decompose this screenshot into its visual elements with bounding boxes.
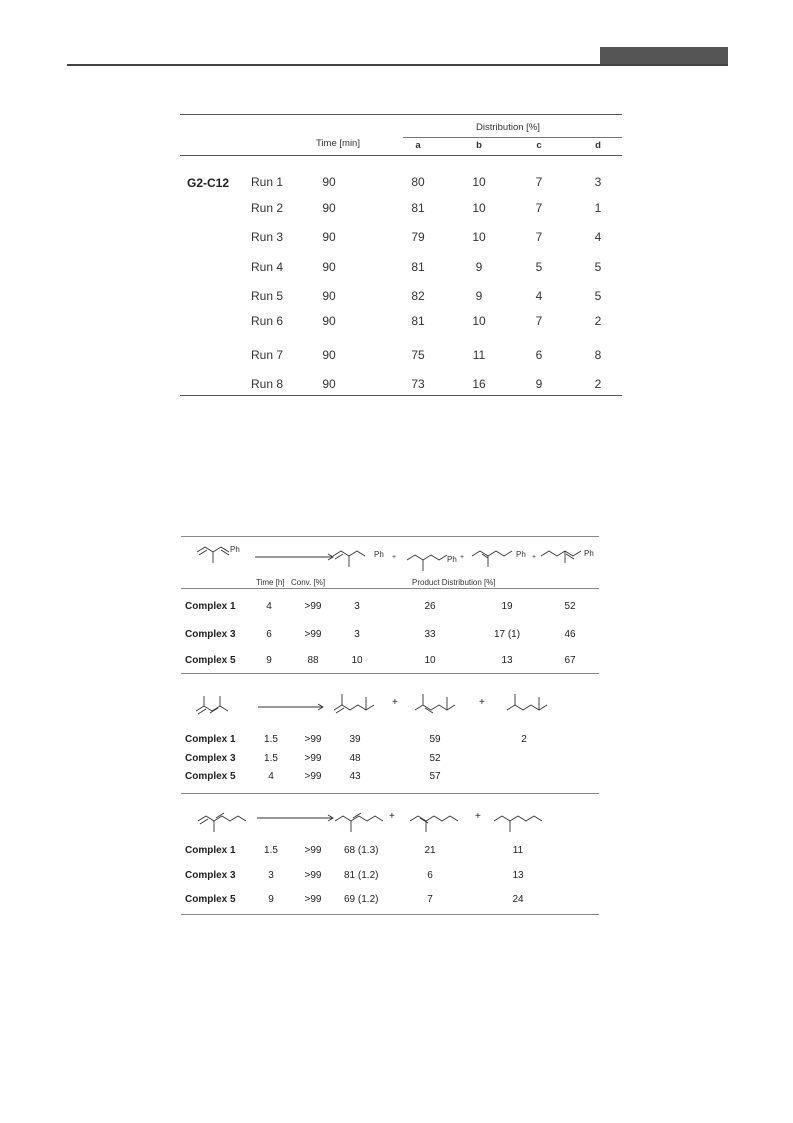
cell-p3: 19: [501, 601, 513, 612]
cell-b: 11: [472, 348, 486, 362]
complex-label: Complex 1: [185, 601, 236, 612]
cell-time: 90: [322, 348, 336, 362]
arrow-3: [257, 815, 333, 821]
cell-c: 6: [535, 348, 543, 362]
cell-p4: 52: [564, 601, 576, 612]
cell-conv: 88: [307, 655, 319, 666]
cell-p3: 2: [521, 734, 527, 745]
cell-b: 10: [472, 175, 486, 189]
cell-conv: >99: [304, 845, 322, 856]
cell-p2: 26: [424, 601, 436, 612]
col-b-header: b: [476, 140, 482, 151]
cell-p2: 21: [424, 845, 436, 856]
cell-c: 5: [535, 260, 543, 274]
cell-d: 5: [594, 289, 602, 303]
catalyst-label: G2-C12: [187, 176, 230, 190]
distribution-header: Distribution [%]: [476, 122, 540, 133]
complex-label: Complex 1: [185, 845, 236, 856]
substrate-2-structure: [196, 696, 228, 714]
cell-time: 6: [266, 629, 272, 640]
plus-sign: +: [460, 554, 465, 561]
cell-p3: 17 (1): [493, 629, 521, 640]
cell-time: 90: [322, 260, 336, 274]
cell-time: 1.5: [264, 753, 278, 764]
cell-time: 90: [322, 175, 336, 189]
cell-d: 3: [594, 175, 602, 189]
product-distribution-header: Product Distribution [%]: [412, 578, 496, 587]
complex-label: Complex 5: [185, 894, 236, 905]
product-3a-structure: [335, 813, 383, 832]
product-2c-structure: [507, 694, 547, 710]
ph-label-product-c: Ph: [516, 550, 526, 559]
time-header: Time [min]: [316, 138, 360, 149]
cell-p1: 39: [349, 734, 361, 745]
cell-b: 16: [472, 377, 486, 391]
cell-c: 7: [535, 230, 543, 244]
cell-time: 90: [322, 289, 336, 303]
ph-label-product-b: Ph: [447, 555, 457, 564]
substrate-1-structure: [197, 547, 229, 563]
complex-label: Complex 5: [185, 655, 236, 666]
cell-p4: 46: [564, 629, 576, 640]
product-3c-structure: [494, 816, 542, 832]
complex-label: Complex 5: [185, 771, 236, 782]
cell-time: 9: [268, 894, 274, 905]
cell-p1: 3: [354, 601, 360, 612]
complex-label: Complex 1: [185, 734, 236, 745]
col-d-header: d: [595, 140, 601, 151]
cell-d: 5: [594, 260, 602, 274]
cell-conv: >99: [304, 771, 322, 782]
cell-p1: 43: [349, 771, 361, 782]
cell-c: 7: [535, 314, 543, 328]
product-2a-structure: [334, 694, 374, 713]
cell-time: 4: [268, 771, 274, 782]
run-label: Run 3: [251, 230, 284, 244]
cell-conv: >99: [304, 753, 322, 764]
cell-p3: 13: [512, 870, 524, 881]
plus-sign: +: [392, 697, 398, 708]
cell-p1: 68 (1.3): [344, 845, 379, 856]
run-label: Run 8: [251, 377, 284, 391]
cell-b: 9: [475, 260, 483, 274]
run-label: Run 4: [251, 260, 284, 274]
cell-conv: >99: [304, 894, 322, 905]
product-3b-structure: [410, 816, 458, 832]
cell-d: 1: [594, 201, 602, 215]
cell-time: 3: [268, 870, 274, 881]
cell-b: 9: [475, 289, 483, 303]
ph-label-product-a: Ph: [374, 550, 384, 559]
cell-c: 7: [535, 175, 543, 189]
product-1b-structure: [407, 555, 447, 571]
product-1c-structure: [472, 551, 512, 567]
run-label: Run 2: [251, 201, 284, 215]
substrate-3-structure: [198, 813, 246, 832]
complex-label: Complex 3: [185, 753, 236, 764]
cell-a: 81: [411, 201, 425, 215]
cell-time: 90: [322, 377, 336, 391]
cell-p1: 3: [354, 629, 360, 640]
run-label: Run 1: [251, 175, 284, 189]
cell-c: 4: [535, 289, 543, 303]
cell-d: 8: [594, 348, 602, 362]
product-1d-structure: [541, 551, 581, 563]
cell-p3: 11: [512, 845, 524, 856]
cell-a: 80: [411, 175, 425, 189]
cell-p2: 59: [429, 734, 441, 745]
cell-time: 90: [322, 230, 336, 244]
product-1a-structure: [333, 551, 365, 567]
cell-a: 79: [411, 230, 425, 244]
cell-p2: 33: [424, 629, 436, 640]
ph-label-product-d: Ph: [584, 549, 594, 558]
cell-p2: 57: [429, 771, 441, 782]
cell-p2: 7: [427, 894, 433, 905]
cell-p1: 69 (1.2): [344, 894, 379, 905]
col-c-header: c: [536, 140, 542, 151]
cell-a: 82: [411, 289, 425, 303]
plus-sign: +: [389, 811, 395, 822]
cell-conv: >99: [304, 601, 322, 612]
complex-label: Complex 3: [185, 870, 236, 881]
col-a-header: a: [415, 140, 421, 151]
cell-time: 9: [266, 655, 272, 666]
cell-time: 90: [322, 314, 336, 328]
product-2b-structure: [415, 694, 455, 713]
cell-p2: 6: [427, 870, 433, 881]
cell-time: 1.5: [264, 845, 278, 856]
run-label: Run 7: [251, 348, 284, 362]
time-h-header: Time [h]: [256, 578, 285, 587]
conv-header: Conv. [%]: [291, 578, 326, 587]
cell-p1: 81 (1.2): [344, 870, 379, 881]
cell-p2: 10: [424, 655, 436, 666]
cell-a: 81: [411, 260, 425, 274]
plus-sign: +: [392, 554, 397, 561]
cell-time: 1.5: [264, 734, 278, 745]
cell-c: 9: [535, 377, 543, 391]
arrow-1: [255, 554, 333, 560]
cell-b: 10: [472, 314, 486, 328]
cell-d: 4: [594, 230, 602, 244]
cell-p2: 52: [429, 753, 441, 764]
cell-time: 4: [266, 601, 272, 612]
ph-label-substrate: Ph: [230, 545, 240, 554]
cell-p1: 48: [349, 753, 361, 764]
cell-b: 10: [472, 201, 486, 215]
cell-time: 90: [322, 201, 336, 215]
plus-sign: +: [475, 811, 481, 822]
cell-a: 73: [411, 377, 425, 391]
cell-d: 2: [594, 314, 602, 328]
cell-conv: >99: [304, 629, 322, 640]
cell-p1: 10: [351, 655, 363, 666]
plus-sign: +: [479, 697, 485, 708]
complex-label: Complex 3: [185, 629, 236, 640]
cell-p3: 13: [501, 655, 513, 666]
cell-b: 10: [472, 230, 486, 244]
cell-a: 81: [411, 314, 425, 328]
run-label: Run 5: [251, 289, 284, 303]
cell-d: 2: [594, 377, 602, 391]
cell-conv: >99: [304, 734, 322, 745]
cell-conv: >99: [304, 870, 322, 881]
cell-a: 75: [411, 348, 425, 362]
cell-p4: 67: [564, 655, 576, 666]
cell-c: 7: [535, 201, 543, 215]
plus-sign: +: [532, 554, 537, 561]
cell-p3: 24: [512, 894, 524, 905]
run-label: Run 6: [251, 314, 284, 328]
arrow-2: [258, 704, 323, 710]
